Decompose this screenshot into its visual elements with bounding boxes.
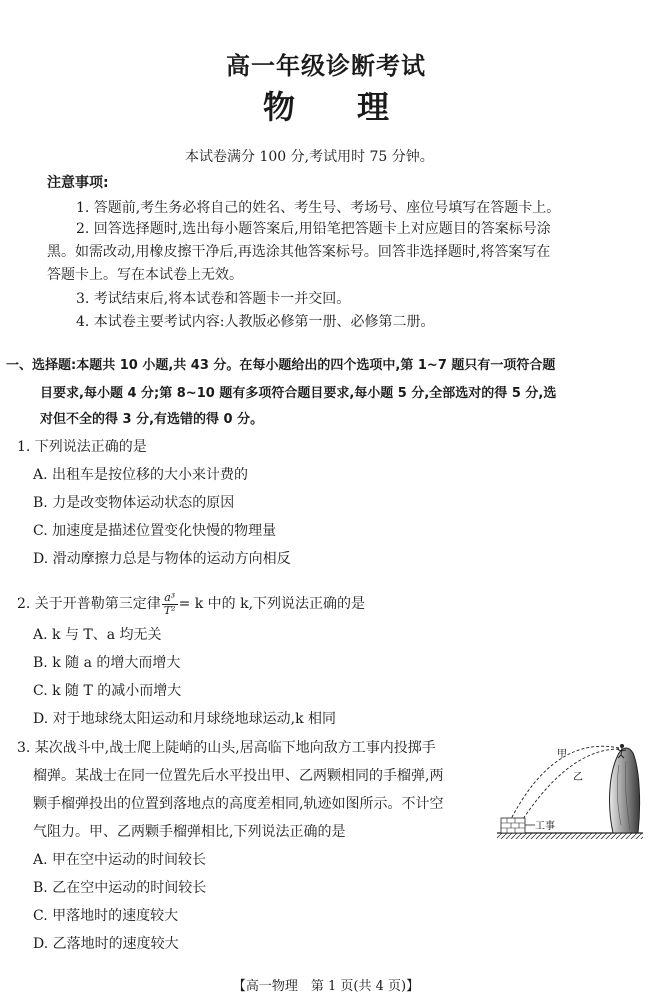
- note-item-3: 3. 考试结束后,将本试卷和答题卡一并交回。: [76, 291, 351, 307]
- q2-stem-pre: 2. 关于开普勒第三定律: [17, 596, 161, 612]
- q1-stem: 1. 下列说法正确的是: [17, 439, 147, 455]
- exam-intro: 本试卷满分 100 分,考试用时 75 分钟。: [185, 149, 434, 165]
- q3-stem-l1: 3. 某次战斗中,战士爬上陡峭的山头,居高临下地向敌方工事内投掷手: [17, 740, 436, 756]
- q2-stem-post: = k 中的 k,下列说法正确的是: [178, 596, 366, 612]
- note-item-2-cont: 黑。如需改动,用橡皮擦干净后,再选涂其他答案标号。回答非选择题时,将答案写在: [47, 244, 551, 260]
- q3-option-b: B. 乙在空中运动的时间较长: [33, 880, 207, 896]
- q2-stem: [17, 586, 365, 622]
- page-footer: 【高一物理 第 1 页(共 4 页)】: [232, 979, 420, 994]
- section-header-l3: 对但不全的得 3 分,有选错的得 0 分。: [40, 412, 264, 427]
- trajectory-yi: [523, 749, 619, 819]
- grenade-trajectory-figure: [495, 735, 645, 845]
- section-header-l1: 一、选择题:本题共 10 小题,共 43 分。在每小题给出的四个选项中,第 1~7 题只有一项符合题: [6, 358, 556, 373]
- notes-heading: 注意事项:: [47, 175, 109, 191]
- section-header-l2: 目要求,每小题 4 分;第 8~10 题有多项符合题目要求,每小题 5 分,全部选对的得 5 分,选: [40, 386, 557, 401]
- bunker-bricks: [501, 818, 525, 833]
- note-item-2: 2. 回答选择题时,选出每小题答案后,用铅笔把答题卡上对应题目的答案标号涂: [76, 221, 551, 237]
- exam-title: 高一年级诊断考试: [226, 52, 426, 80]
- q2-option-a: A. k 与 T、a 均无关: [33, 627, 162, 643]
- q3-option-a: A. 甲在空中运动的时间较长: [33, 852, 207, 868]
- q1-option-c: C. 加速度是描述位置变化快慢的物理量: [33, 523, 277, 539]
- q2-option-d: D. 对于地球绕太阳运动和月球绕地球运动,k 相同: [33, 711, 337, 727]
- q2-option-c: C. k 随 T 的减小而增大: [33, 683, 182, 699]
- label-jia: 甲: [557, 749, 567, 760]
- note-item-1: 1. 答题前,考生务必将自己的姓名、考生号、考场号、座位号填写在答题卡上。: [76, 200, 561, 216]
- subject-title: 物理: [262, 88, 451, 126]
- fraction-denominator: T²: [163, 603, 176, 617]
- q3-stem-l4: 气阻力。甲、乙两颗手榴弹相比,下列说法正确的是: [33, 824, 346, 840]
- q3-stem-l3: 颗手榴弹投出的位置到落地点的高度差相同,轨迹如图所示。不计空: [33, 796, 444, 812]
- q3-stem-l2: 榴弹。某战士在同一位置先后水平投出甲、乙两颗相同的手榴弹,两: [33, 768, 444, 784]
- q1-option-d: D. 滑动摩擦力总是与物体的运动方向相反: [33, 551, 291, 567]
- note-item-4: 4. 本试卷主要考试内容:人教版必修第一册、必修第二册。: [76, 314, 435, 330]
- label-yi: 乙: [573, 772, 583, 783]
- q3-option-c: C. 甲落地时的速度较大: [33, 908, 179, 924]
- kepler-fraction: [162, 592, 178, 617]
- fraction-numerator: a³: [162, 592, 178, 605]
- label-bunker: 工事: [535, 821, 555, 832]
- q2-option-b: B. k 随 a 的增大而增大: [33, 655, 181, 671]
- cliff-rock: [610, 748, 640, 833]
- ground-hatch: [497, 833, 643, 839]
- note-item-2-cont2: 答题卡上。写在本试卷上无效。: [47, 267, 243, 283]
- q1-option-b: B. 力是改变物体运动状态的原因: [33, 495, 235, 511]
- q3-option-d: D. 乙落地时的速度较大: [33, 936, 179, 952]
- q1-option-a: A. 出租车是按位移的大小来计费的: [33, 467, 249, 483]
- soldier-head: [620, 744, 624, 748]
